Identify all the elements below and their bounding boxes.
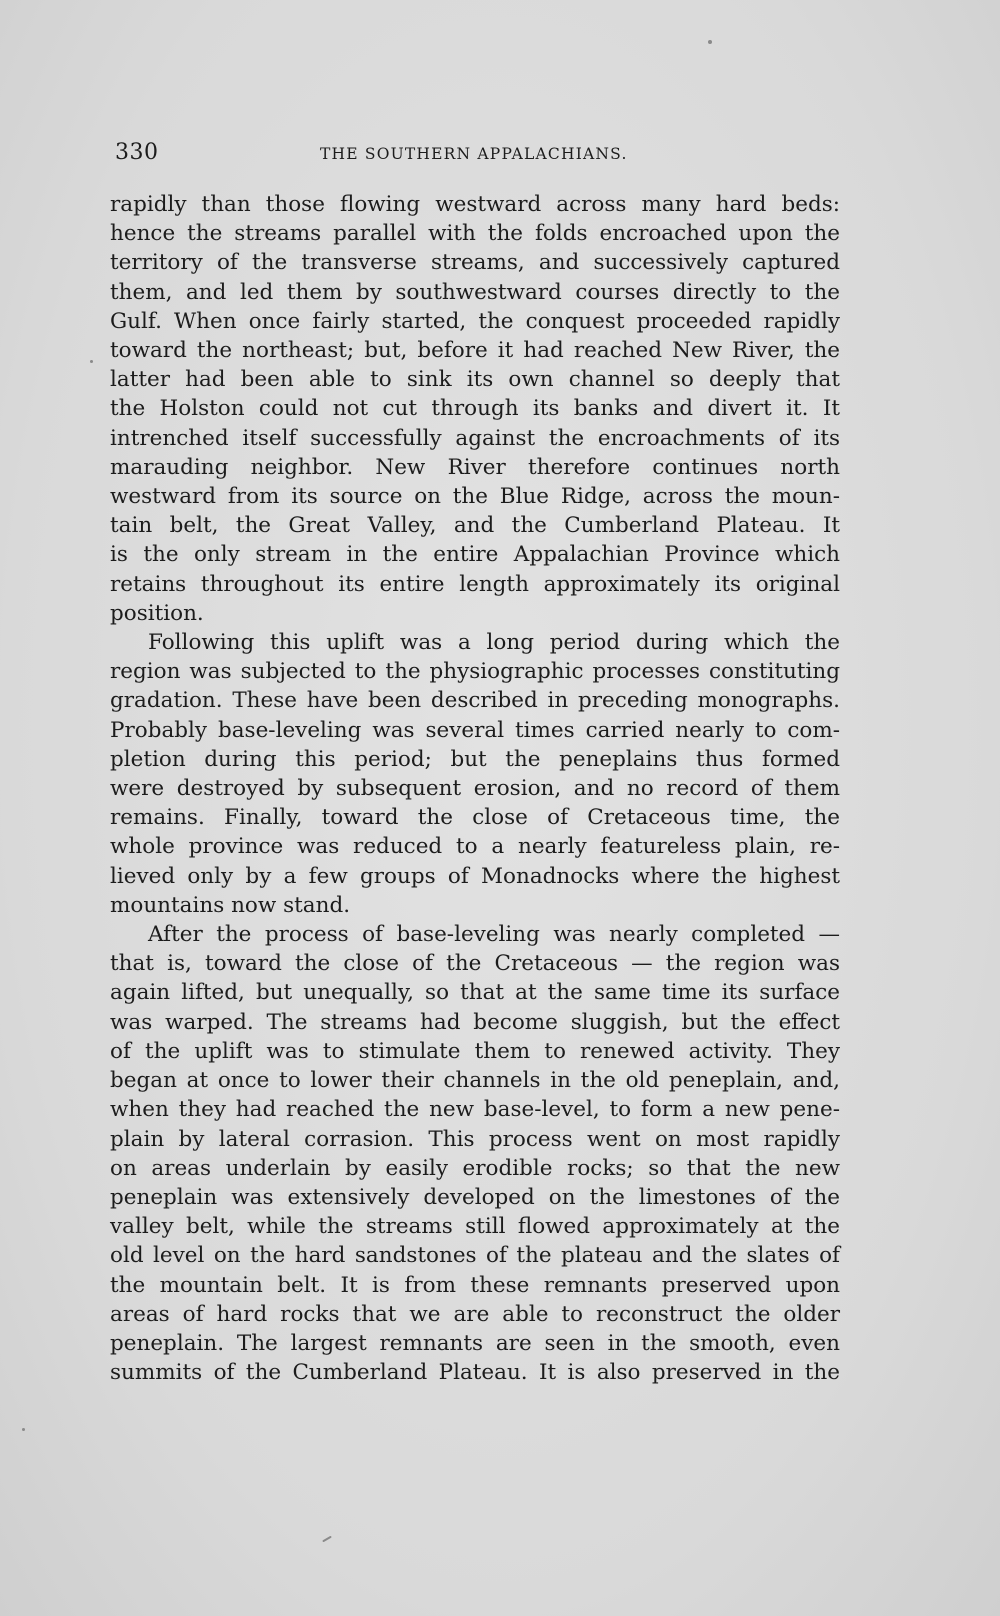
page-header [115, 140, 845, 170]
text-line: summits of the Cumberland Plateau. It is also preserved in the [110, 1360, 840, 1386]
text-line: remains. Finally, toward the close of Cretaceous time, the [110, 805, 840, 831]
text-line: tain belt, the Great Valley, and the Cumberland Plateau. It [110, 513, 840, 539]
running-head: THE SOUTHERN APPALACHIANS. [320, 145, 628, 163]
text-line: After the process of base-leveling was nearly completed — [148, 922, 840, 948]
text-line: intrenched itself successfully against the encroachments of its [110, 425, 840, 451]
text-line: whole province was reduced to a nearly featureless plain, re- [110, 834, 840, 860]
text-line: position. [110, 600, 204, 626]
text-line: Gulf. When once fairly started, the conquest proceeded rapidly [110, 308, 840, 334]
text-line: retains throughout its entire length approximately its original [110, 571, 840, 597]
paragraph [110, 628, 840, 920]
paper-speck [708, 40, 712, 44]
text-line: the mountain belt. It is from these remnants preserved upon [110, 1272, 840, 1298]
text-line: that is, toward the close of the Cretaceous — the region was [110, 951, 840, 977]
text-line: region was subjected to the physiographic processes constituting [110, 659, 840, 685]
text-line: hence the streams parallel with the folds encroached upon the [110, 221, 840, 247]
text-line: Probably base-leveling was several times carried nearly to com- [110, 717, 840, 743]
text-line: marauding neighbor. New River therefore continues north [110, 454, 840, 480]
text-line: of the uplift was to stimulate them to renewed activity. They [110, 1038, 840, 1064]
text-line: lieved only by a few groups of Monadnocks where the highest [110, 863, 840, 889]
text-line: areas of hard rocks that we are able to reconstruct the older [110, 1301, 840, 1327]
text-line: latter had been able to sink its own channel so deeply that [110, 367, 840, 393]
text-line: plain by lateral corrasion. This process went on most rapidly [110, 1126, 840, 1152]
text-line: again lifted, but unequally, so that at the same time its surface [110, 980, 840, 1006]
text-line: was warped. The streams had become sluggish, but the effect [110, 1009, 840, 1035]
text-line: gradation. These have been described in preceding monographs. [110, 688, 840, 714]
text-line: Following this uplift was a long period during which the [148, 630, 840, 656]
text-line: peneplain. The largest remnants are seen in the smooth, even [110, 1330, 840, 1356]
text-line: were destroyed by subsequent erosion, and no record of them [110, 776, 840, 802]
text-line: toward the northeast; but, before it had reached New River, the [110, 338, 840, 364]
page-number: 330 [115, 140, 159, 165]
body-text [110, 190, 840, 1387]
text-line: pletion during this period; but the peneplains thus formed [110, 746, 840, 772]
text-line: the Holston could not cut through its banks and divert it. It [110, 396, 840, 422]
text-line: valley belt, while the streams still flowed approximately at the [110, 1214, 840, 1240]
text-line: peneplain was extensively developed on the limestones of the [110, 1184, 840, 1210]
paper-speck [322, 1536, 332, 1543]
text-line: on areas underlain by easily erodible rocks; so that the new [110, 1155, 840, 1181]
text-line: them, and led them by southwestward courses directly to the [110, 279, 840, 305]
text-line: is the only stream in the entire Appalachian Province which [110, 542, 840, 568]
paragraph [110, 920, 840, 1387]
text-line: mountains now stand. [110, 892, 351, 918]
paper-speck [90, 360, 93, 363]
text-line: old level on the hard sandstones of the plateau and the slates of [110, 1243, 840, 1269]
text-line: rapidly than those flowing westward across many hard beds: [110, 192, 840, 217]
paper-speck [22, 1428, 25, 1431]
paragraph [110, 190, 840, 628]
text-line: westward from its source on the Blue Ridge, across the moun- [110, 484, 840, 510]
text-line: when they had reached the new base-level, to form a new pene- [110, 1097, 840, 1123]
text-line: began at once to lower their channels in the old peneplain, and, [110, 1068, 840, 1094]
text-line: territory of the transverse streams, and successively captured [110, 250, 840, 276]
